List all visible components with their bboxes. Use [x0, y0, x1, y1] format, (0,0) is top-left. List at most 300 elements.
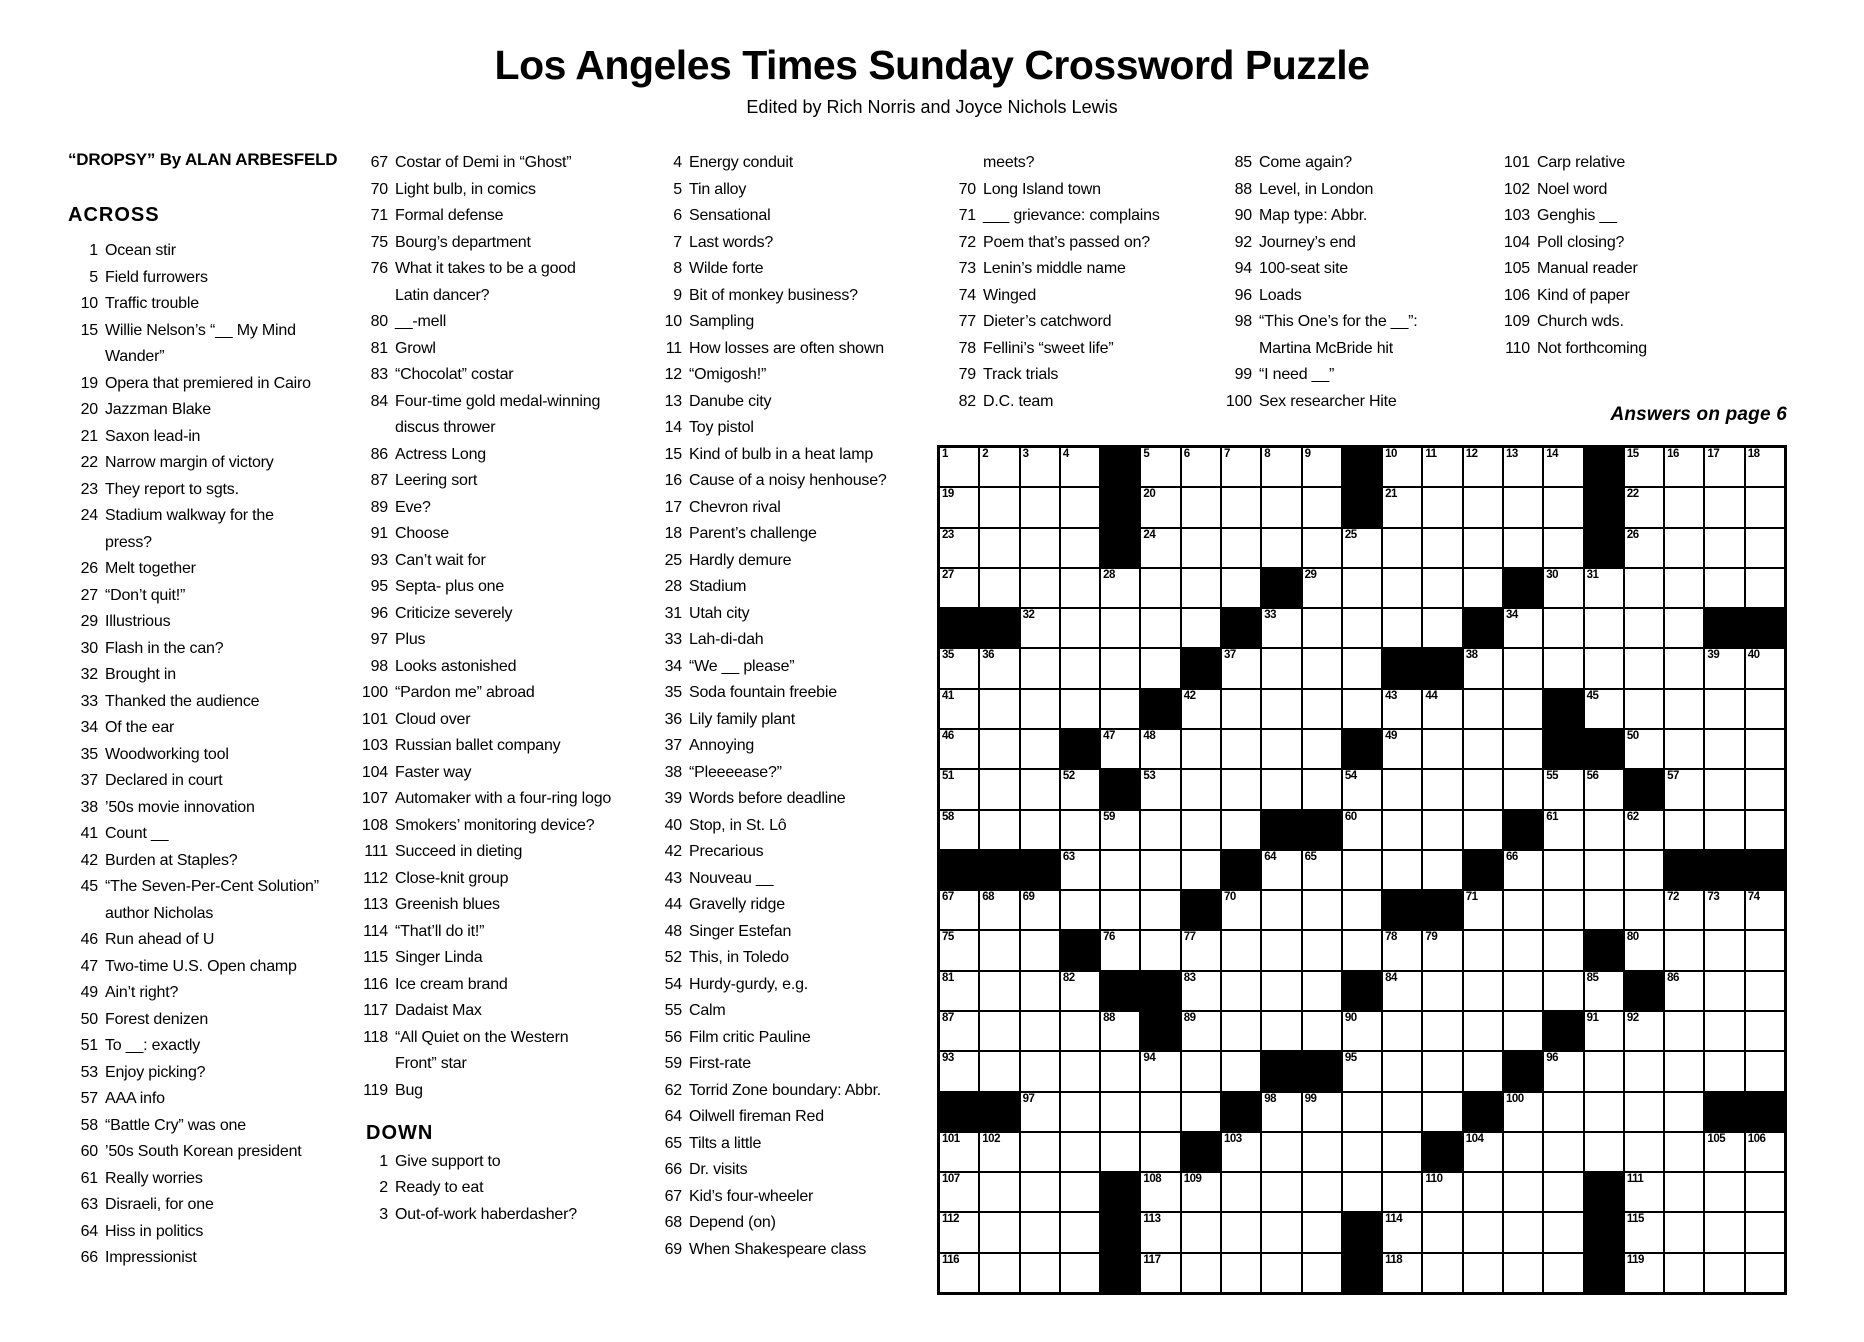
grid-cell[interactable]: [1182, 1173, 1220, 1211]
grid-cell[interactable]: [1021, 1052, 1059, 1090]
grid-cell[interactable]: [1061, 1093, 1099, 1131]
grid-cell[interactable]: [940, 931, 978, 969]
grid-cell[interactable]: [1423, 1093, 1461, 1131]
grid-cell[interactable]: [1303, 488, 1341, 526]
grid-cell[interactable]: [980, 1133, 1018, 1171]
grid-cell[interactable]: [1141, 730, 1179, 768]
grid-cell[interactable]: [1585, 1093, 1623, 1131]
grid-cell[interactable]: [1222, 1173, 1260, 1211]
grid-cell[interactable]: [1182, 770, 1220, 808]
grid-cell[interactable]: [980, 1213, 1018, 1251]
grid-cell[interactable]: [1665, 1012, 1703, 1050]
grid-cell[interactable]: [1222, 690, 1260, 728]
grid-cell[interactable]: [1222, 649, 1260, 687]
grid-cell[interactable]: [1625, 730, 1663, 768]
grid-cell[interactable]: [1262, 891, 1300, 929]
grid-cell[interactable]: [1625, 1173, 1663, 1211]
grid-cell[interactable]: [1303, 529, 1341, 567]
grid-cell[interactable]: [1262, 690, 1300, 728]
grid-cell[interactable]: [1585, 972, 1623, 1010]
grid-cell[interactable]: [1182, 1052, 1220, 1090]
grid-cell[interactable]: [1383, 730, 1421, 768]
grid-cell[interactable]: [1101, 851, 1139, 889]
grid-cell[interactable]: [1061, 972, 1099, 1010]
grid-cell[interactable]: [1746, 730, 1784, 768]
grid-cell[interactable]: [940, 1213, 978, 1251]
grid-cell[interactable]: [1101, 569, 1139, 607]
grid-cell[interactable]: [1222, 488, 1260, 526]
grid-cell[interactable]: [1544, 1052, 1582, 1090]
grid-cell[interactable]: [940, 811, 978, 849]
grid-cell[interactable]: [1222, 811, 1260, 849]
grid-cell[interactable]: [940, 1254, 978, 1292]
grid-cell[interactable]: [1182, 931, 1220, 969]
grid-cell[interactable]: [1585, 1012, 1623, 1050]
grid-cell[interactable]: [1303, 1173, 1341, 1211]
grid-cell[interactable]: [1101, 730, 1139, 768]
grid-cell[interactable]: [940, 730, 978, 768]
grid-cell[interactable]: [1383, 1052, 1421, 1090]
grid-cell[interactable]: [1061, 1173, 1099, 1211]
grid-cell[interactable]: [1705, 770, 1743, 808]
grid-cell[interactable]: [1585, 1052, 1623, 1090]
grid-cell[interactable]: [1262, 488, 1300, 526]
grid-cell[interactable]: [1423, 529, 1461, 567]
grid-cell[interactable]: [1625, 1213, 1663, 1251]
grid-cell[interactable]: [1021, 891, 1059, 929]
grid-cell[interactable]: [1544, 488, 1582, 526]
grid-cell[interactable]: [1303, 891, 1341, 929]
grid-cell[interactable]: [980, 770, 1018, 808]
grid-cell[interactable]: [1665, 891, 1703, 929]
grid-cell[interactable]: [1101, 1133, 1139, 1171]
grid-cell[interactable]: [1182, 609, 1220, 647]
grid-cell[interactable]: [1504, 1093, 1542, 1131]
grid-cell[interactable]: [1504, 1213, 1542, 1251]
grid-cell[interactable]: [1625, 931, 1663, 969]
grid-cell[interactable]: [1343, 1093, 1381, 1131]
grid-cell[interactable]: [1141, 1254, 1179, 1292]
grid-cell[interactable]: [1423, 1173, 1461, 1211]
grid-cell[interactable]: [980, 690, 1018, 728]
grid-cell[interactable]: [1705, 1133, 1743, 1171]
grid-cell[interactable]: [1061, 649, 1099, 687]
grid-cell[interactable]: [1705, 448, 1743, 486]
grid-cell[interactable]: [1383, 690, 1421, 728]
grid-cell[interactable]: [1423, 851, 1461, 889]
grid-cell[interactable]: [980, 1254, 1018, 1292]
grid-cell[interactable]: [1625, 690, 1663, 728]
grid-cell[interactable]: [1544, 891, 1582, 929]
grid-cell[interactable]: [1423, 569, 1461, 607]
grid-cell[interactable]: [1262, 931, 1300, 969]
grid-cell[interactable]: [1625, 609, 1663, 647]
grid-cell[interactable]: [1021, 529, 1059, 567]
grid-cell[interactable]: [1705, 931, 1743, 969]
grid-cell[interactable]: [980, 811, 1018, 849]
grid-cell[interactable]: [1303, 1012, 1341, 1050]
grid-cell[interactable]: [1383, 1254, 1421, 1292]
grid-cell[interactable]: [1262, 730, 1300, 768]
grid-cell[interactable]: [1383, 1012, 1421, 1050]
grid-cell[interactable]: [1464, 488, 1502, 526]
grid-cell[interactable]: [940, 1173, 978, 1211]
grid-cell[interactable]: [1021, 1093, 1059, 1131]
grid-cell[interactable]: [1141, 1213, 1179, 1251]
grid-cell[interactable]: [1262, 851, 1300, 889]
grid-cell[interactable]: [1383, 529, 1421, 567]
grid-cell[interactable]: [1061, 770, 1099, 808]
grid-cell[interactable]: [1383, 770, 1421, 808]
grid-cell[interactable]: [1464, 448, 1502, 486]
grid-cell[interactable]: [1383, 609, 1421, 647]
grid-cell[interactable]: [1665, 730, 1703, 768]
grid-cell[interactable]: [1504, 649, 1542, 687]
grid-cell[interactable]: [1182, 811, 1220, 849]
grid-cell[interactable]: [1061, 1133, 1099, 1171]
grid-cell[interactable]: [1544, 1213, 1582, 1251]
grid-cell[interactable]: [1464, 1012, 1502, 1050]
grid-cell[interactable]: [1464, 1133, 1502, 1171]
grid-cell[interactable]: [1222, 1254, 1260, 1292]
grid-cell[interactable]: [1182, 1254, 1220, 1292]
grid-cell[interactable]: [1262, 1133, 1300, 1171]
grid-cell[interactable]: [1101, 1052, 1139, 1090]
grid-cell[interactable]: [1705, 649, 1743, 687]
grid-cell[interactable]: [1021, 488, 1059, 526]
grid-cell[interactable]: [1182, 1093, 1220, 1131]
grid-cell[interactable]: [1101, 1093, 1139, 1131]
grid-cell[interactable]: [1746, 972, 1784, 1010]
grid-cell[interactable]: [1101, 690, 1139, 728]
grid-cell[interactable]: [1746, 770, 1784, 808]
grid-cell[interactable]: [1625, 649, 1663, 687]
grid-cell[interactable]: [1423, 1012, 1461, 1050]
grid-cell[interactable]: [1625, 891, 1663, 929]
grid-cell[interactable]: [1464, 1213, 1502, 1251]
grid-cell[interactable]: [1021, 448, 1059, 486]
grid-cell[interactable]: [980, 529, 1018, 567]
grid-cell[interactable]: [1665, 931, 1703, 969]
grid-cell[interactable]: [1343, 649, 1381, 687]
grid-cell[interactable]: [1625, 811, 1663, 849]
grid-cell[interactable]: [1705, 488, 1743, 526]
grid-cell[interactable]: [1343, 569, 1381, 607]
grid-cell[interactable]: [1303, 1213, 1341, 1251]
grid-cell[interactable]: [1222, 1213, 1260, 1251]
grid-cell[interactable]: [1383, 972, 1421, 1010]
grid-cell[interactable]: [1343, 1173, 1381, 1211]
grid-cell[interactable]: [1585, 649, 1623, 687]
grid-cell[interactable]: [1343, 609, 1381, 647]
grid-cell[interactable]: [1705, 730, 1743, 768]
grid-cell[interactable]: [1423, 448, 1461, 486]
grid-cell[interactable]: [1182, 730, 1220, 768]
grid-cell[interactable]: [1504, 851, 1542, 889]
grid-cell[interactable]: [1423, 609, 1461, 647]
grid-cell[interactable]: [940, 891, 978, 929]
grid-cell[interactable]: [1262, 609, 1300, 647]
grid-cell[interactable]: [1746, 891, 1784, 929]
grid-cell[interactable]: [1504, 1133, 1542, 1171]
grid-cell[interactable]: [1585, 690, 1623, 728]
grid-cell[interactable]: [1705, 690, 1743, 728]
grid-cell[interactable]: [1423, 770, 1461, 808]
grid-cell[interactable]: [1383, 931, 1421, 969]
grid-cell[interactable]: [1383, 569, 1421, 607]
grid-cell[interactable]: [1061, 1052, 1099, 1090]
grid-cell[interactable]: [1625, 529, 1663, 567]
grid-cell[interactable]: [1464, 931, 1502, 969]
grid-cell[interactable]: [1665, 1133, 1703, 1171]
grid-cell[interactable]: [1746, 1052, 1784, 1090]
grid-cell[interactable]: [1021, 1254, 1059, 1292]
grid-cell[interactable]: [1705, 1254, 1743, 1292]
grid-cell[interactable]: [1141, 1173, 1179, 1211]
grid-cell[interactable]: [1101, 649, 1139, 687]
grid-cell[interactable]: [1746, 649, 1784, 687]
grid-cell[interactable]: [1021, 569, 1059, 607]
grid-cell[interactable]: [1343, 811, 1381, 849]
grid-cell[interactable]: [1141, 851, 1179, 889]
grid-cell[interactable]: [1061, 609, 1099, 647]
grid-cell[interactable]: [1705, 1012, 1743, 1050]
grid-cell[interactable]: [1464, 972, 1502, 1010]
grid-cell[interactable]: [1544, 529, 1582, 567]
grid-cell[interactable]: [1464, 891, 1502, 929]
grid-cell[interactable]: [980, 891, 1018, 929]
grid-cell[interactable]: [1625, 851, 1663, 889]
grid-cell[interactable]: [1141, 891, 1179, 929]
grid-cell[interactable]: [1585, 891, 1623, 929]
grid-cell[interactable]: [1061, 569, 1099, 607]
grid-cell[interactable]: [1141, 649, 1179, 687]
grid-cell[interactable]: [1746, 690, 1784, 728]
grid-cell[interactable]: [1464, 569, 1502, 607]
grid-cell[interactable]: [1262, 649, 1300, 687]
grid-cell[interactable]: [1021, 609, 1059, 647]
grid-cell[interactable]: [1504, 931, 1542, 969]
grid-cell[interactable]: [1464, 811, 1502, 849]
grid-cell[interactable]: [1504, 529, 1542, 567]
grid-cell[interactable]: [1665, 770, 1703, 808]
grid-cell[interactable]: [1101, 609, 1139, 647]
grid-cell[interactable]: [1665, 1173, 1703, 1211]
grid-cell[interactable]: [1021, 1012, 1059, 1050]
grid-cell[interactable]: [1705, 1173, 1743, 1211]
grid-cell[interactable]: [1101, 891, 1139, 929]
grid-cell[interactable]: [1262, 1093, 1300, 1131]
grid-cell[interactable]: [1504, 488, 1542, 526]
grid-cell[interactable]: [1061, 529, 1099, 567]
grid-cell[interactable]: [1061, 891, 1099, 929]
grid-cell[interactable]: [1746, 448, 1784, 486]
grid-cell[interactable]: [1061, 488, 1099, 526]
grid-cell[interactable]: [1141, 529, 1179, 567]
grid-cell[interactable]: [1343, 690, 1381, 728]
grid-cell[interactable]: [1141, 1052, 1179, 1090]
grid-cell[interactable]: [1544, 811, 1582, 849]
grid-cell[interactable]: [1303, 851, 1341, 889]
grid-cell[interactable]: [1746, 1012, 1784, 1050]
grid-cell[interactable]: [1061, 811, 1099, 849]
grid-cell[interactable]: [940, 649, 978, 687]
grid-cell[interactable]: [1665, 529, 1703, 567]
grid-cell[interactable]: [1504, 972, 1542, 1010]
grid-cell[interactable]: [1705, 972, 1743, 1010]
grid-cell[interactable]: [940, 448, 978, 486]
grid-cell[interactable]: [1665, 972, 1703, 1010]
grid-cell[interactable]: [1021, 1133, 1059, 1171]
grid-cell[interactable]: [1021, 1173, 1059, 1211]
grid-cell[interactable]: [1343, 1052, 1381, 1090]
grid-cell[interactable]: [1746, 1133, 1784, 1171]
grid-cell[interactable]: [1343, 931, 1381, 969]
grid-cell[interactable]: [980, 972, 1018, 1010]
grid-cell[interactable]: [940, 529, 978, 567]
grid-cell[interactable]: [1544, 1093, 1582, 1131]
grid-cell[interactable]: [1705, 1052, 1743, 1090]
grid-cell[interactable]: [1222, 770, 1260, 808]
grid-cell[interactable]: [1665, 609, 1703, 647]
grid-cell[interactable]: [1625, 448, 1663, 486]
grid-cell[interactable]: [1222, 448, 1260, 486]
grid-cell[interactable]: [1222, 730, 1260, 768]
grid-cell[interactable]: [1182, 690, 1220, 728]
grid-cell[interactable]: [1061, 1254, 1099, 1292]
grid-cell[interactable]: [1141, 1133, 1179, 1171]
grid-cell[interactable]: [1504, 1254, 1542, 1292]
grid-cell[interactable]: [1746, 931, 1784, 969]
grid-cell[interactable]: [1182, 972, 1220, 1010]
grid-cell[interactable]: [1423, 488, 1461, 526]
grid-cell[interactable]: [1383, 448, 1421, 486]
grid-cell[interactable]: [1303, 569, 1341, 607]
grid-cell[interactable]: [1544, 649, 1582, 687]
grid-cell[interactable]: [1303, 1254, 1341, 1292]
grid-cell[interactable]: [1705, 891, 1743, 929]
grid-cell[interactable]: [1383, 851, 1421, 889]
grid-cell[interactable]: [1303, 609, 1341, 647]
grid-cell[interactable]: [1625, 1012, 1663, 1050]
grid-cell[interactable]: [1101, 1012, 1139, 1050]
grid-cell[interactable]: [1504, 448, 1542, 486]
grid-cell[interactable]: [1746, 488, 1784, 526]
grid-cell[interactable]: [1343, 851, 1381, 889]
grid-cell[interactable]: [940, 972, 978, 1010]
grid-cell[interactable]: [1464, 649, 1502, 687]
grid-cell[interactable]: [1504, 1012, 1542, 1050]
grid-cell[interactable]: [1222, 1012, 1260, 1050]
grid-cell[interactable]: [940, 1012, 978, 1050]
grid-cell[interactable]: [1303, 972, 1341, 1010]
grid-cell[interactable]: [1423, 931, 1461, 969]
grid-cell[interactable]: [1504, 770, 1542, 808]
grid-cell[interactable]: [1303, 649, 1341, 687]
grid-cell[interactable]: [1705, 569, 1743, 607]
grid-cell[interactable]: [1544, 931, 1582, 969]
grid-cell[interactable]: [1262, 1173, 1300, 1211]
grid-cell[interactable]: [1665, 488, 1703, 526]
grid-cell[interactable]: [1021, 972, 1059, 1010]
grid-cell[interactable]: [1665, 569, 1703, 607]
grid-cell[interactable]: [1222, 891, 1260, 929]
grid-cell[interactable]: [1061, 448, 1099, 486]
grid-cell[interactable]: [1343, 770, 1381, 808]
grid-cell[interactable]: [1585, 811, 1623, 849]
grid-cell[interactable]: [1141, 448, 1179, 486]
grid-cell[interactable]: [1021, 811, 1059, 849]
grid-cell[interactable]: [980, 649, 1018, 687]
grid-cell[interactable]: [1182, 529, 1220, 567]
grid-cell[interactable]: [1544, 770, 1582, 808]
grid-cell[interactable]: [1383, 1133, 1421, 1171]
grid-cell[interactable]: [1423, 972, 1461, 1010]
grid-cell[interactable]: [1504, 730, 1542, 768]
grid-cell[interactable]: [1464, 730, 1502, 768]
grid-cell[interactable]: [1504, 891, 1542, 929]
grid-cell[interactable]: [1222, 1052, 1260, 1090]
grid-cell[interactable]: [1182, 569, 1220, 607]
grid-cell[interactable]: [1101, 811, 1139, 849]
grid-cell[interactable]: [980, 931, 1018, 969]
grid-cell[interactable]: [1303, 1133, 1341, 1171]
grid-cell[interactable]: [1464, 690, 1502, 728]
grid-cell[interactable]: [1625, 1133, 1663, 1171]
grid-cell[interactable]: [1182, 1213, 1220, 1251]
grid-cell[interactable]: [980, 569, 1018, 607]
grid-cell[interactable]: [1504, 1173, 1542, 1211]
grid-cell[interactable]: [1423, 1052, 1461, 1090]
grid-cell[interactable]: [1061, 851, 1099, 889]
grid-cell[interactable]: [1705, 1213, 1743, 1251]
grid-cell[interactable]: [980, 1012, 1018, 1050]
grid-cell[interactable]: [1262, 448, 1300, 486]
grid-cell[interactable]: [1544, 1133, 1582, 1171]
grid-cell[interactable]: [1625, 569, 1663, 607]
grid-cell[interactable]: [1141, 1093, 1179, 1131]
grid-cell[interactable]: [1383, 488, 1421, 526]
grid-cell[interactable]: [1222, 529, 1260, 567]
grid-cell[interactable]: [1585, 1133, 1623, 1171]
grid-cell[interactable]: [1464, 1052, 1502, 1090]
grid-cell[interactable]: [1262, 1213, 1300, 1251]
grid-cell[interactable]: [1262, 1012, 1300, 1050]
grid-cell[interactable]: [1746, 1173, 1784, 1211]
grid-cell[interactable]: [1061, 1213, 1099, 1251]
grid-cell[interactable]: [1262, 770, 1300, 808]
grid-cell[interactable]: [1625, 1052, 1663, 1090]
grid-cell[interactable]: [1141, 609, 1179, 647]
grid-cell[interactable]: [1303, 730, 1341, 768]
grid-cell[interactable]: [1585, 609, 1623, 647]
grid-cell[interactable]: [1141, 931, 1179, 969]
grid-cell[interactable]: [1423, 730, 1461, 768]
grid-cell[interactable]: [980, 488, 1018, 526]
grid-cell[interactable]: [1021, 770, 1059, 808]
grid-cell[interactable]: [1182, 488, 1220, 526]
grid-cell[interactable]: [1544, 1173, 1582, 1211]
grid-cell[interactable]: [940, 770, 978, 808]
grid-cell[interactable]: [1544, 972, 1582, 1010]
grid-cell[interactable]: [1061, 1012, 1099, 1050]
grid-cell[interactable]: [1464, 1173, 1502, 1211]
grid-cell[interactable]: [1665, 448, 1703, 486]
grid-cell[interactable]: [1746, 529, 1784, 567]
grid-cell[interactable]: [1625, 1093, 1663, 1131]
grid-cell[interactable]: [1141, 770, 1179, 808]
grid-cell[interactable]: [1182, 448, 1220, 486]
